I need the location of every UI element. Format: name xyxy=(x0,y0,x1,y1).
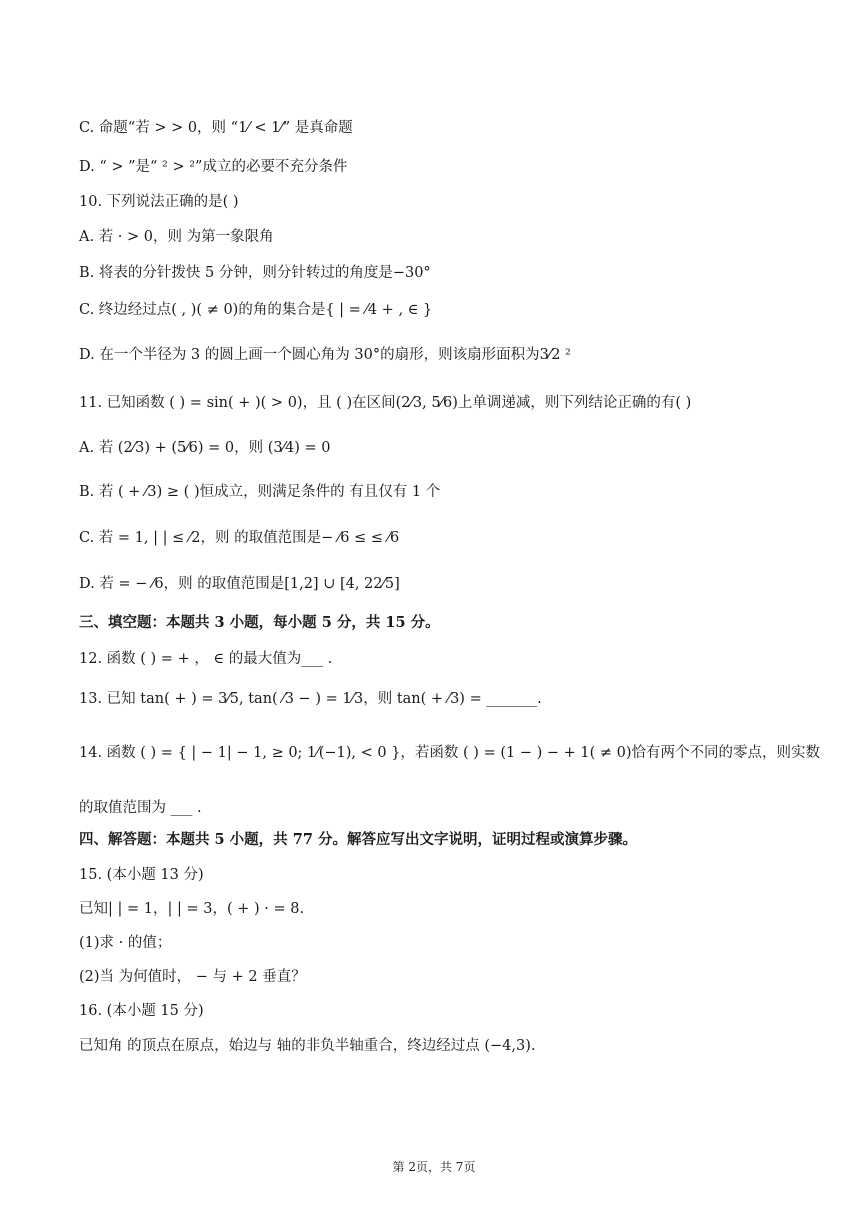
option-10c: C. 终边经过点( , )( ≠ 0)的角的集合是{ | = ⁄4 + , ∈ } xyxy=(79,302,433,318)
question-14: 14. 函数 ( ) = { | − 1| − 1, ≥ 0; 1⁄(−1), < 0 }，若函数 ( ) = (1 − ) − + 1( ≠ 0)恰有两个不同的零点，则实数 xyxy=(79,745,820,761)
option-10b: B. 将表的分针拨快 5 分钟，则分针转过的角度是−30° xyxy=(79,265,431,281)
option-11b: B. 若 ( + ⁄3) ≥ ( )恒成立，则满足条件的 有且仅有 1 个 xyxy=(79,484,441,500)
question-15: 15. (本小题 13 分) xyxy=(79,867,204,883)
option-9c: C. 命题“若 > > 0，则 “1⁄ < 1⁄” 是真命题 xyxy=(79,120,353,136)
page-footer: 第 2页，共 7页 xyxy=(392,1160,476,1174)
option-9d: D. “ > ”是“ ² > ²”成立的必要不充分条件 xyxy=(79,159,348,175)
option-10d: D. 在一个半径为 3 的圆上画一个圆心角为 30°的扇形，则该扇形面积为3⁄2 ² xyxy=(79,347,571,363)
question-16: 16. (本小题 15 分) xyxy=(79,1003,204,1019)
option-11a: A. 若 (2⁄3) + (5⁄6) = 0，则 (3⁄4) = 0 xyxy=(79,440,331,456)
section-answers: 四、解答题：本题共 5 小题，共 77 分。解答应写出文字说明，证明过程或演算步骤。 xyxy=(79,831,637,848)
question-14-cont: 的取值范围为 ___ . xyxy=(79,800,202,816)
question-15-given: 已知| | = 1，| | = 3，( + ) · = 8. xyxy=(79,901,305,917)
question-15-part1: (1)求 · 的值； xyxy=(79,935,172,951)
question-15-part2: (2)当 为何值时， − 与 + 2 垂直？ xyxy=(79,969,306,985)
option-11c: C. 若 = 1, | | ≤ ⁄2，则 的取值范围是− ⁄6 ≤ ≤ ⁄6 xyxy=(79,530,400,546)
option-10a: A. 若 · > 0，则 为第一象限角 xyxy=(79,229,274,245)
question-11: 11. 已知函数 ( ) = sin( + )( > 0)，且 ( )在区间(2⁄3, 5⁄6)上单调递减，则下列结论正确的有( ) xyxy=(79,395,692,411)
section-fill-in: 三、填空题：本题共 3 小题，每小题 5 分，共 15 分。 xyxy=(79,614,440,631)
question-12: 12. 函数 ( ) = + ， ∈ 的最大值为___ . xyxy=(79,651,333,667)
question-10: 10. 下列说法正确的是( ) xyxy=(79,194,239,210)
question-16-given: 已知角 的顶点在原点，始边与 轴的非负半轴重合，终边经过点 (−4,3). xyxy=(79,1038,536,1054)
option-11d: D. 若 = − ⁄6，则 的取值范围是[1,2] ∪ [4, 22⁄5] xyxy=(79,576,400,592)
question-13: 13. 已知 tan( + ) = 3⁄5, tan( ⁄3 − ) = 1⁄3，则 tan( + ⁄3) = _______. xyxy=(79,691,542,707)
